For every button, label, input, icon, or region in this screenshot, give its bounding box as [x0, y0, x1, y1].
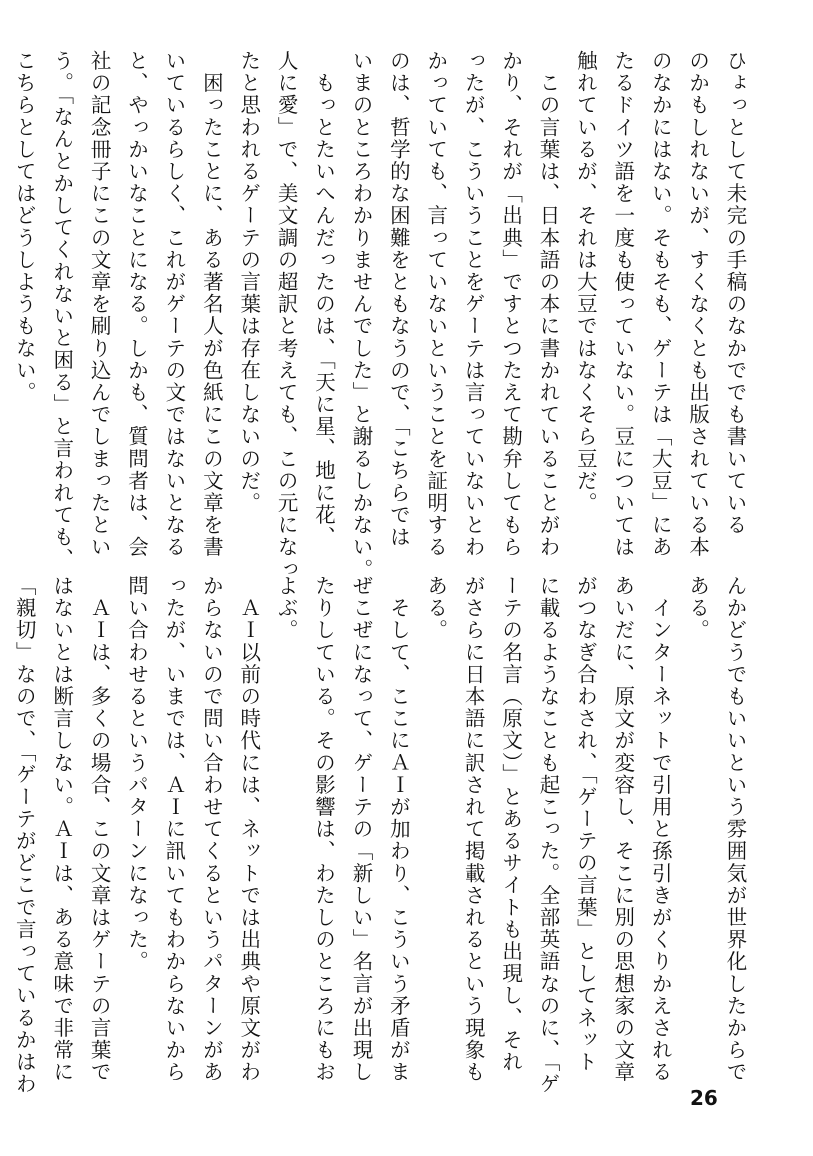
text-block-upper [12, 50, 753, 581]
page-number: 26 [690, 1086, 718, 1110]
text-line: う。「なんとかしてくれないと困る」と言われても、 [49, 50, 74, 571]
text-line: ーテの名言（原文）」とあるサイトも出現し、それ [498, 575, 523, 1074]
text-line: んかどうでもいいという雰囲気が世界化したからで [723, 575, 747, 1084]
text-line: 困ったことに、ある著名人が色紙にこの文章を書 [199, 50, 224, 559]
text-line: ったが、こういうことをゲーテは言っていないとわ [461, 50, 486, 559]
text-line: いまのところわかりませんでした」と謝るしかない。 [348, 50, 373, 581]
text-line [0, 575, 5, 1080]
text-line: ひょっとして未完の手稿のなかででも書いている [723, 50, 747, 537]
text-line: ある。 [423, 575, 448, 642]
text-line: たりしている。その影響は、わたしのところにもお [311, 575, 336, 1084]
text-line: と、やっかいなことになる。しかも、質問者は、会 [124, 50, 149, 559]
text-line: 社の記念冊子にこの文章を刷り込んでしまったとい [87, 50, 112, 559]
text-line: のかもしれないが、すくなくとも出版されている本 [685, 50, 710, 559]
text-line: ったが、いまでは、ＡＩに訊いてもわからないから [161, 575, 186, 1084]
text-line: たと思われるゲーテの言葉は存在しないのだ。 [236, 50, 261, 515]
text-line: のは、哲学的な困難をともなうので、「こちらでは [386, 50, 411, 549]
text-line: ＡＩ以前の時代には、ネットでは出典や原文がわ [236, 575, 261, 1084]
text-line: かり、それが「出典」ですとつたえて勘弁してもら [498, 50, 523, 559]
text-line: に載るようなことも起こった。全部英語なのに、「ゲ [535, 575, 560, 1096]
text-line: 「親切」なので、「ゲーテがどこで言っているかはわ [12, 575, 37, 1096]
text-line: ぜこぜになって、ゲーテの「新しい」名言が出現し [348, 575, 373, 1084]
text-line: そして、ここにＡＩが加わり、こういう矛盾がま [386, 575, 411, 1084]
text-line [0, 50, 5, 550]
text-line: 触れているが、それは大豆ではなくそら豆だ。 [573, 50, 598, 515]
text-line: たるドイツ語を一度も使っていない。豆については [610, 50, 635, 559]
text-line: この言葉は、日本語の本に書かれていることがわ [535, 50, 560, 559]
text-line: ある。 [685, 575, 710, 642]
text-line: こちらとしてはどうしようもない。 [12, 50, 37, 404]
text-line: いているらしく、これがゲーテの文ではないとなる [161, 50, 186, 559]
text-line: あいだに、原文が変容し、そこに別の思想家の文章 [610, 575, 635, 1084]
text-line: のなかにはない。そもそも、ゲーテは「大豆」にあ [648, 50, 673, 559]
text-line: がつなぎ合わされ、「ゲーテの言葉」としてネット [573, 575, 598, 1074]
text-line: インターネットで引用と孫引きがくりかえされる [648, 575, 673, 1084]
text-line: 問い合わせるというパターンになった。 [124, 575, 149, 973]
text-line: からないので問い合わせてくるというパターンがあ [199, 575, 224, 1084]
text-line: よぶ。 [274, 575, 299, 642]
text-block-lower [12, 575, 753, 1096]
text-line: ＡＩは、多くの場合、この文章はゲーテの言葉で [87, 575, 112, 1084]
text-line: はないとは断言しない。ＡＩは、ある意味で非常に [49, 575, 74, 1084]
text-line: もっとたいへんだったのは、「天に星、地に花、 [311, 50, 336, 549]
text-line: がさらに日本語に訳されて掲載されるという現象も [461, 575, 486, 1084]
text-line: かっていても、言っていないということを証明する [423, 50, 448, 559]
text-line: 人に愛」で、美文調の超訳と考えても、この元になっ [274, 50, 299, 581]
